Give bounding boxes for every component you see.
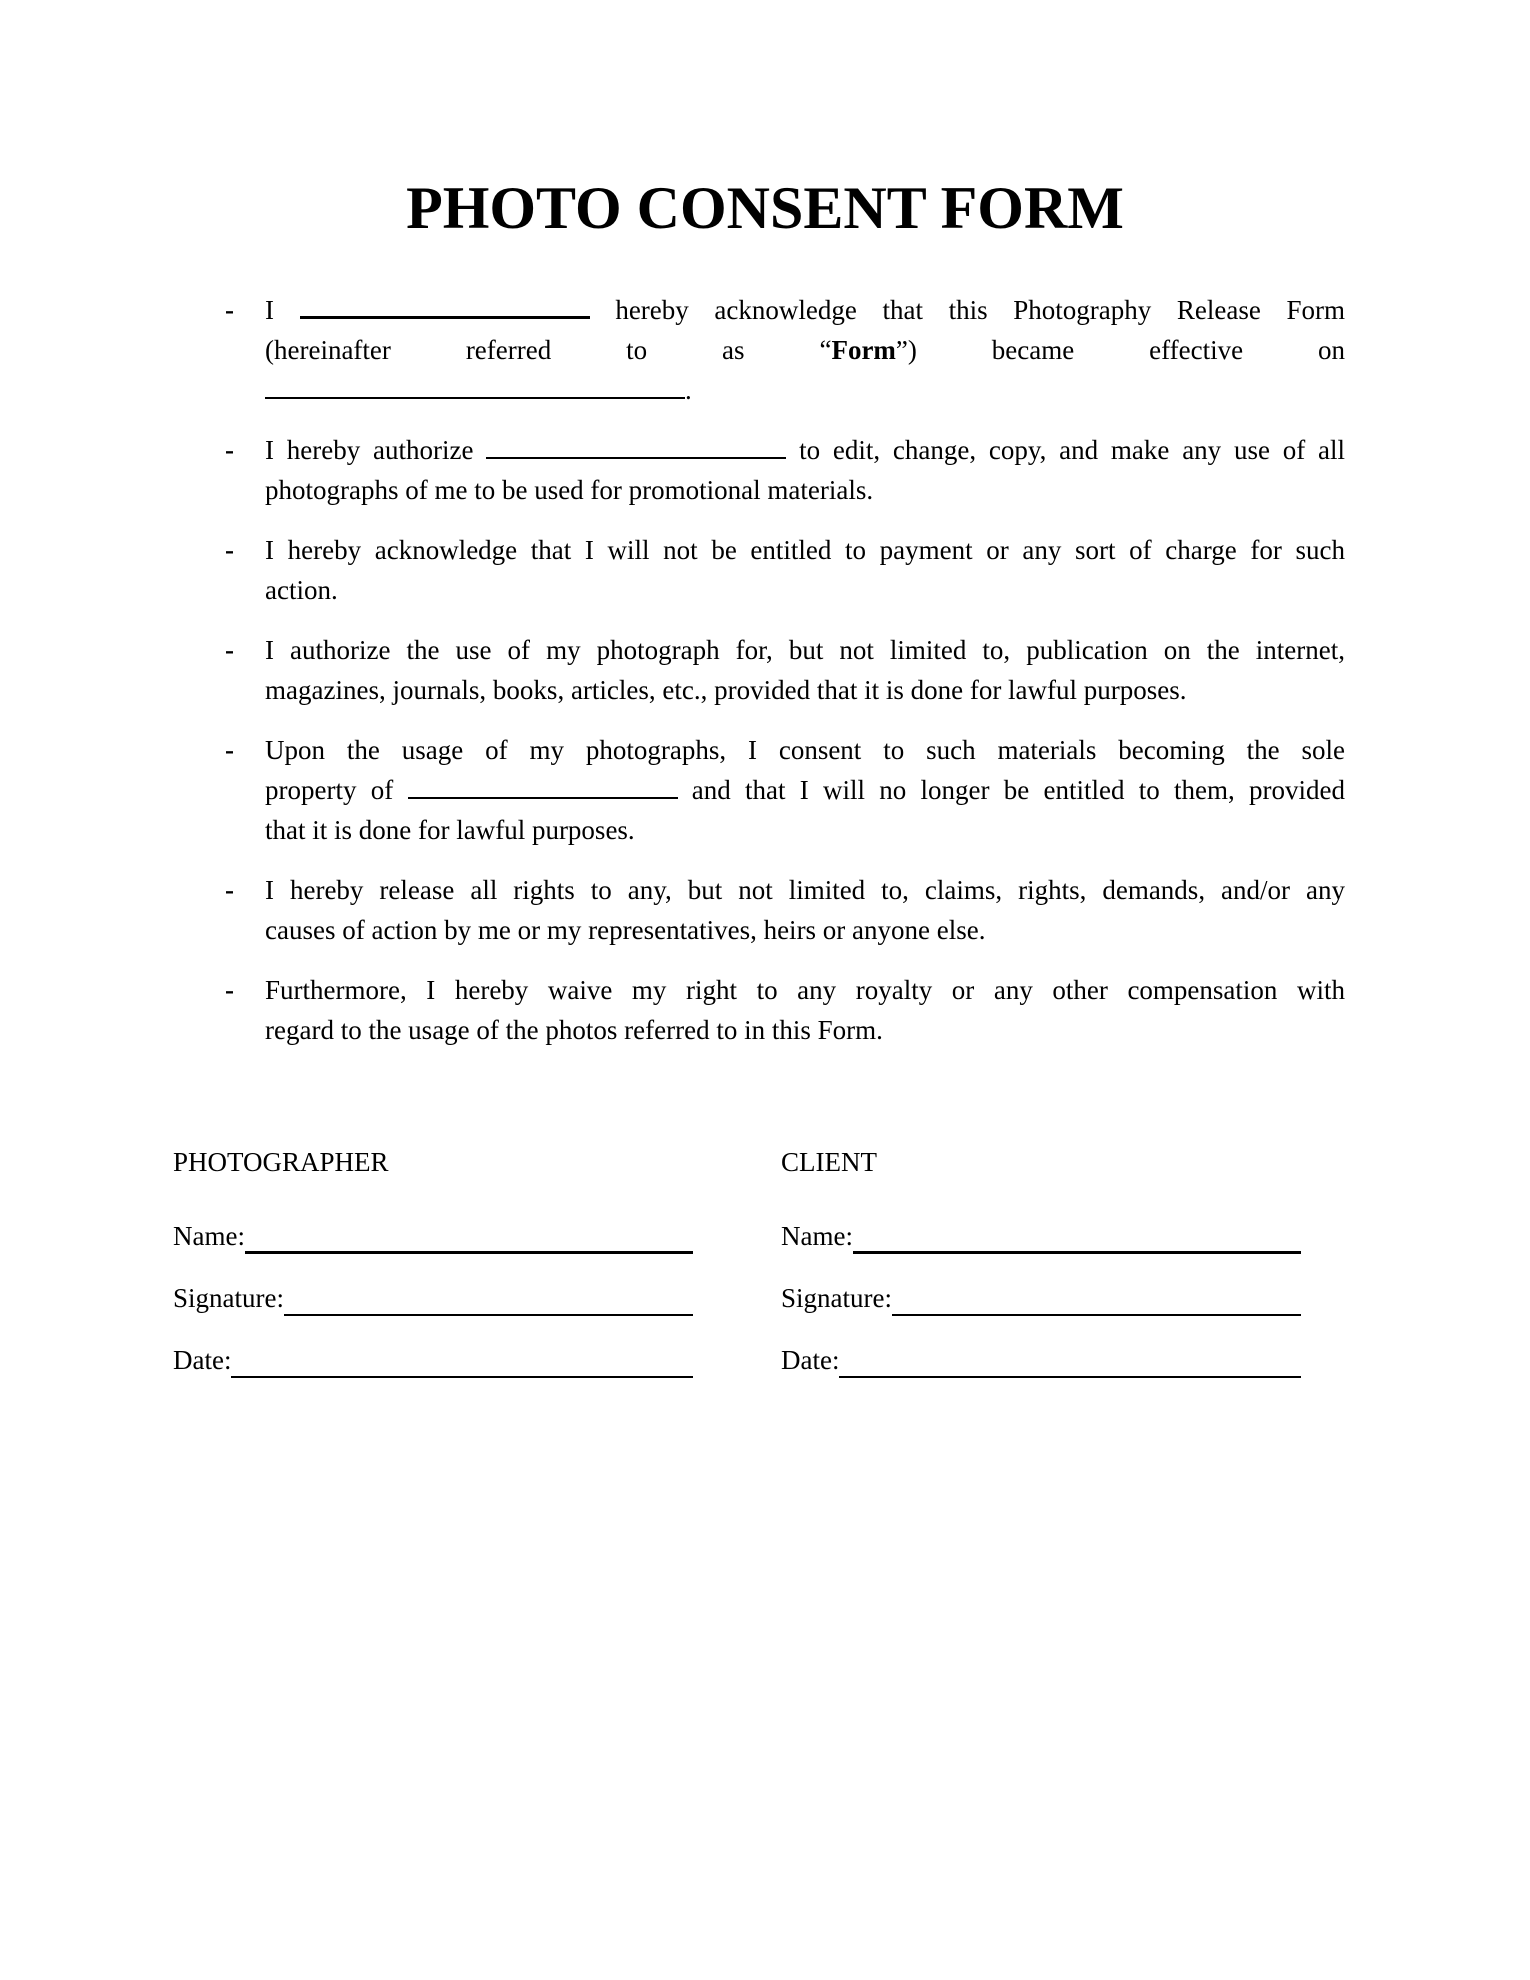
signature-field-row <box>781 1342 1301 1378</box>
term-text: action. <box>265 575 338 605</box>
signature-column-heading: CLIENT <box>781 1147 877 1177</box>
term-text: I hereby acknowledge that I will not be entitled to payment or any sort of charge for such <box>265 535 1345 565</box>
term-text: causes of action by me or my representatives, heirs or anyone else. <box>265 915 986 945</box>
term-text: ”) became effective on <box>895 335 1345 365</box>
signature-field-label: Signature: <box>173 1283 284 1313</box>
consent-term-line <box>265 330 1345 370</box>
term-text: I hereby release all rights to any, but not limited to, claims, rights, demands, and/or any <box>265 875 1345 905</box>
signature-field-label: Date: <box>173 1345 232 1375</box>
term-text: hereby acknowledge that this Photography Release Form <box>615 295 1346 325</box>
term-text: property of <box>265 775 394 805</box>
consent-term-line <box>265 1010 1345 1050</box>
signature-field-row <box>173 1280 693 1316</box>
term-text: I authorize the use of my photograph for, but not limited to, publication on the internet, <box>265 635 1345 665</box>
term-text: I <box>265 295 274 325</box>
signature-field-line[interactable] <box>853 1224 1301 1254</box>
consent-term-line <box>265 430 1345 470</box>
signature-section <box>173 1146 1530 1404</box>
bullet-dash-marker: - <box>225 875 234 905</box>
term-text: . <box>685 375 692 405</box>
signature-field-row <box>173 1218 693 1254</box>
bullet-dash-marker: - <box>225 975 234 1005</box>
consent-term-body <box>265 970 1345 1050</box>
signature-field-label: Name: <box>173 1221 245 1251</box>
fill-in-blank[interactable] <box>265 376 685 399</box>
term-text: that it is done for lawful purposes. <box>265 815 635 845</box>
consent-term-line <box>265 290 1345 330</box>
consent-term <box>225 870 1345 950</box>
signature-field-label: Name: <box>781 1221 853 1251</box>
consent-term-line <box>265 570 1345 610</box>
consent-term-body <box>265 530 1345 610</box>
fill-in-blank[interactable] <box>300 296 590 319</box>
term-text: Furthermore, I hereby waive my right to any royalty or any other compensation with <box>265 975 1345 1005</box>
consent-terms-list <box>225 290 1345 1050</box>
consent-term <box>225 630 1345 710</box>
term-text: Upon the usage of my photographs, I consent to such materials becoming the sole <box>265 735 1345 765</box>
consent-term-body <box>265 630 1345 710</box>
bullet-dash-marker: - <box>225 635 234 665</box>
consent-term-line <box>265 730 1345 770</box>
consent-term-line <box>265 810 1345 850</box>
consent-term <box>225 530 1345 610</box>
signature-field-line[interactable] <box>245 1224 693 1254</box>
consent-term-line <box>265 370 1345 410</box>
fill-in-blank[interactable] <box>486 436 786 459</box>
signature-field-row <box>781 1218 1301 1254</box>
bullet-dash-marker: - <box>225 535 234 565</box>
term-text: regard to the usage of the photos referred to in this Form. <box>265 1015 883 1045</box>
consent-term-body <box>265 430 1345 510</box>
signature-field-line[interactable] <box>892 1286 1301 1316</box>
signature-field-line[interactable] <box>284 1286 693 1316</box>
consent-term-line <box>265 910 1345 950</box>
term-text: photographs of me to be used for promotional materials. <box>265 475 874 505</box>
consent-term <box>225 430 1345 510</box>
term-text: (hereinafter referred to as “ <box>265 335 832 365</box>
signature-field-line[interactable] <box>231 1348 693 1378</box>
consent-term-line <box>265 470 1345 510</box>
consent-term-body <box>265 290 1345 410</box>
consent-term-line <box>265 630 1345 670</box>
term-text: Form <box>831 335 896 365</box>
consent-term <box>225 730 1345 850</box>
consent-term-body <box>265 870 1345 950</box>
signature-column-client <box>781 1146 1301 1404</box>
form-title: PHOTO CONSENT FORM <box>406 175 1124 241</box>
consent-term <box>225 970 1345 1050</box>
consent-term-line <box>265 770 1345 810</box>
consent-term-line <box>265 970 1345 1010</box>
fill-in-blank[interactable] <box>408 776 678 799</box>
consent-term <box>225 290 1345 410</box>
signature-field-line[interactable] <box>839 1348 1301 1378</box>
signature-column-photographer <box>173 1146 693 1404</box>
consent-term-body <box>265 730 1345 850</box>
bullet-dash-marker: - <box>225 295 234 325</box>
consent-term-line <box>265 670 1345 710</box>
consent-term-line <box>265 530 1345 570</box>
signature-column-heading: PHOTOGRAPHER <box>173 1147 389 1177</box>
bullet-dash-marker: - <box>225 435 234 465</box>
signature-field-row <box>781 1280 1301 1316</box>
signature-field-label: Date: <box>781 1345 840 1375</box>
term-text: magazines, journals, books, articles, etc., provided that it is done for lawful purposes. <box>265 675 1187 705</box>
signature-field-row <box>173 1342 693 1378</box>
term-text: I hereby authorize <box>265 435 474 465</box>
term-text: to edit, change, copy, and make any use of all <box>799 435 1346 465</box>
bullet-dash-marker: - <box>225 735 234 765</box>
consent-term-line <box>265 870 1345 910</box>
signature-field-label: Signature: <box>781 1283 892 1313</box>
term-text: and that I will no longer be entitled to them, provided <box>691 775 1345 805</box>
